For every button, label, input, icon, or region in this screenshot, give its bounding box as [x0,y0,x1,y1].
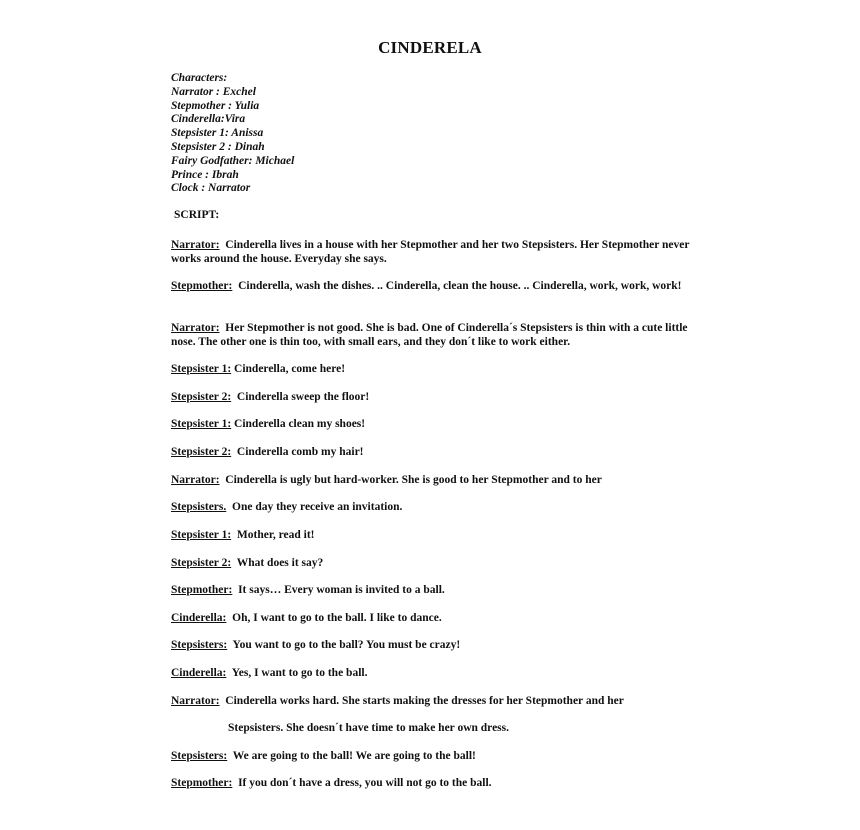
speaker-label: Stepsisters: [171,639,228,651]
dialogue-text: Yes, I want to go to the ball. [231,667,368,679]
script-line [171,500,701,514]
dialogue-text: Cinderella, wash the dishes. .. Cinderella, clean the house. .. Cinderella, work, work, work! [238,280,682,292]
speaker-label: Stepsisters: [171,750,228,762]
dialogue-text: Stepsisters. She doesn´t have time to make her own dress. [228,722,509,734]
script-line [171,390,701,404]
character-entry: Stepsister 2 : Dinah [171,140,265,153]
dialogue-text: Her Stepmother is not good. She is bad. One of Cinderella´s Stepsisters is thin with a cute little nose. The other one is thin too, with small ears, and they don´t like to work either. [171,322,688,348]
speaker-label: Stepmother: [171,280,233,292]
dialogue-text: Oh, I want to go to the ball. I like to dance. [232,612,442,624]
script-line [171,417,701,431]
dialogue-text: Cinderella comb my hair! [236,446,364,458]
dialogue-text: Cinderella, come here! [234,363,346,375]
character-entry: Stepmother : Yulia [171,99,260,112]
script-line [171,694,701,708]
dialogue-text: Cinderella sweep the floor! [236,391,370,403]
speaker-label: Stepsister 2: [171,391,232,403]
dialogue-text: We are going to the ball! We are going to the ball! [232,750,476,762]
dialogue-text: You want to go to the ball? You must be crazy! [232,639,461,651]
script-line [171,321,701,349]
character-entry: Clock : Narrator [171,182,251,195]
speaker-label: Stepsister 1: [171,529,232,541]
character-entry: Stepsister 1: Anissa [171,127,264,140]
dialogue-text: It says… Every woman is invited to a ball. [238,584,445,596]
speaker-label: Stepsister 1: [171,418,232,430]
script-line-continuation [228,721,509,735]
script-line [171,238,701,266]
script-line [171,279,701,293]
dialogue-text: If you don´t have a dress, you will not go to the ball. [238,777,492,789]
dialogue-text: One day they receive an invitation. [232,501,403,513]
script-line [171,362,701,376]
speaker-label: Cinderella: [171,612,227,624]
dialogue-text: Mother, read it! [236,529,315,541]
script-line [171,611,701,625]
script-line [171,528,701,542]
speaker-label: Stepsisters. [171,501,227,513]
speaker-label: Narrator: [171,474,220,486]
script-line [171,473,701,487]
script-line [171,776,701,790]
dialogue-text: What does it say? [236,557,324,569]
script-line [171,445,701,459]
speaker-label: Cinderella: [171,667,227,679]
characters-list [171,72,294,196]
speaker-label: Narrator: [171,695,220,707]
document-title: CINDERELA [378,38,482,57]
speaker-label: Stepmother: [171,584,233,596]
script-heading: SCRIPT: [174,209,220,221]
character-entry: Fairy Godfather: Michael [171,154,295,167]
script-line [171,583,701,597]
script-line [171,666,701,680]
character-entry: Cinderella:Vira [171,113,246,126]
dialogue-text: Cinderella clean my shoes! [234,418,366,430]
script-line [171,556,701,570]
script-line [171,638,701,652]
dialogue-text: Cinderella lives in a house with her Stepmother and her two Stepsisters. Her Stepmother never works around the house. Everyday she says. [171,239,690,265]
character-entry: Prince : Ibrah [171,168,239,181]
speaker-label: Stepsister 1: [171,363,232,375]
dialogue-text: Cinderella works hard. She starts making the dresses for her Stepmother and her [225,695,624,707]
dialogue-text: Cinderella is ugly but hard-worker. She is good to her Stepmother and to her [225,474,602,486]
speaker-label: Stepmother: [171,777,233,789]
characters-heading: Characters: [171,72,228,84]
speaker-label: Stepsister 2: [171,557,232,569]
speaker-label: Stepsister 2: [171,446,232,458]
speaker-label: Narrator: [171,322,220,334]
script-line [171,749,701,763]
character-entry: Narrator : Exchel [171,85,256,98]
speaker-label: Narrator: [171,239,220,251]
